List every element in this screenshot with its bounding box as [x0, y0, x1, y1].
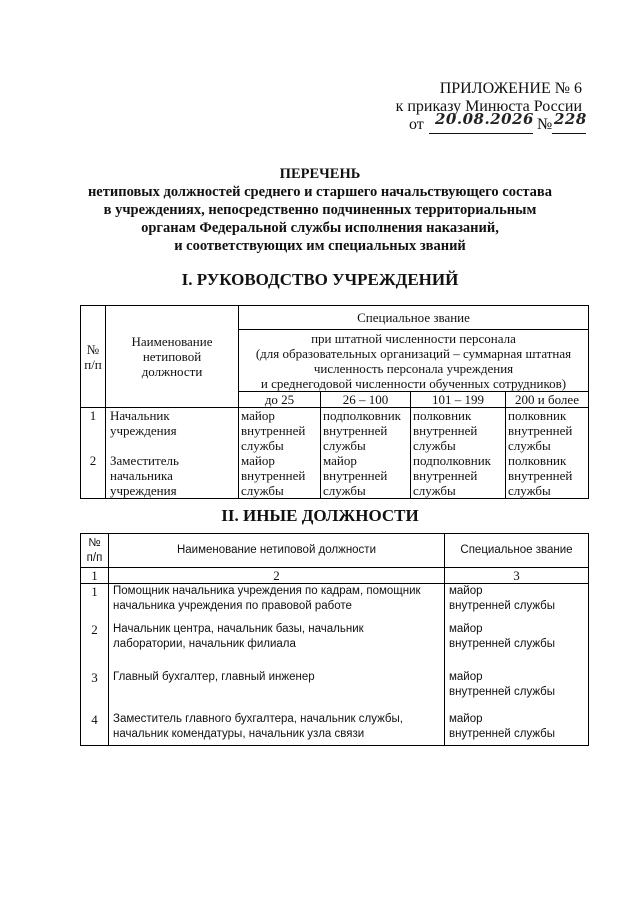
table-row	[81, 453, 589, 499]
col-header-rank: Специальное звание	[445, 534, 589, 568]
handwritten-date: 20.08.2026	[435, 110, 534, 128]
title-line-2: нетиповых должностей среднего и старшего начальствующего состава	[87, 184, 553, 200]
table-row	[81, 670, 589, 712]
staffing-subheader: при штатной численности персонала (для образовательных организаций – суммарная штатная численность персонала учреждения и среднегодовой численности обученных сотрудников)	[239, 330, 589, 392]
document-title	[0, 165, 640, 255]
rank-cell: майор внутренней службы	[445, 712, 589, 746]
number-prefix: №	[537, 116, 553, 133]
rank-cell: полковник внутренней службы	[506, 408, 589, 454]
rank-cell: майор внутренней службы	[445, 622, 589, 670]
other-positions-table	[80, 533, 589, 746]
position-name: Помощник начальника учреждения по кадрам, помощник начальника учреждения по правовой работе	[109, 584, 445, 622]
rank-cell: подполковник внутренней службы	[411, 453, 506, 499]
date-prefix: от	[409, 116, 424, 133]
title-line-3: в учреждениях, непосредственно подчиненных территориальным	[103, 202, 537, 218]
order-date-number	[409, 110, 589, 136]
col-header-position: Наименование нетиповой должности	[106, 306, 239, 408]
rank-cell: майор внутренней службы	[321, 453, 411, 499]
rank-cell: полковник внутренней службы	[506, 453, 589, 499]
column-index: 1	[81, 568, 109, 584]
col-header-position: Наименование нетиповой должности	[109, 534, 445, 568]
row-number: 4	[81, 712, 109, 746]
col-header-number: № п/п	[81, 306, 106, 408]
title-line-4: органам Федеральной службы исполнения наказаний,	[141, 220, 499, 236]
rank-cell: майор внутренней службы	[239, 408, 321, 454]
position-name: Начальник центра, начальник базы, начальник лаборатории, начальник филиала	[109, 622, 445, 670]
row-number: 3	[81, 670, 109, 712]
rank-cell: подполковник внутренней службы	[321, 408, 411, 454]
row-number: 2	[81, 453, 106, 499]
leadership-table	[80, 305, 589, 499]
row-number: 1	[81, 584, 109, 622]
table-row	[81, 408, 589, 454]
position-name: Заместитель главного бухгалтера, начальник службы, начальник комендатуры, начальник узла связи	[109, 712, 445, 746]
rank-cell: майор внутренней службы	[445, 584, 589, 622]
title-line-5: и соответствующих им специальных званий	[174, 238, 466, 254]
rank-cell: майор внутренней службы	[445, 670, 589, 712]
range-header: 26 – 100	[321, 392, 411, 408]
column-index: 3	[445, 568, 589, 584]
rank-cell: майор внутренней службы	[239, 453, 321, 499]
order-reference: к приказу Минюста России	[395, 98, 582, 115]
range-header: 200 и более	[506, 392, 589, 408]
handwritten-number: 228	[554, 110, 587, 128]
row-number: 2	[81, 622, 109, 670]
table-row	[81, 584, 589, 622]
table-row	[81, 622, 589, 670]
section-1-heading: I. РУКОВОДСТВО УЧРЕЖДЕНИЙ	[181, 270, 459, 289]
col-header-number: № п/п	[81, 534, 109, 568]
position-name: Главный бухгалтер, главный инженер	[109, 670, 445, 712]
range-header: 101 – 199	[411, 392, 506, 408]
col-header-rank: Специальное звание	[239, 306, 589, 330]
title-line-1: ПЕРЕЧЕНЬ	[279, 166, 361, 182]
row-number: 1	[81, 408, 106, 454]
range-header: до 25	[239, 392, 321, 408]
rank-cell: полковник внутренней службы	[411, 408, 506, 454]
position-name: Начальник учреждения	[106, 408, 239, 454]
position-name: Заместитель начальника учреждения	[106, 453, 239, 499]
table-row	[81, 712, 589, 746]
section-2-heading: II. ИНЫЕ ДОЛЖНОСТИ	[221, 506, 419, 525]
column-index: 2	[109, 568, 445, 584]
appendix-label: ПРИЛОЖЕНИЕ № 6	[439, 80, 582, 97]
